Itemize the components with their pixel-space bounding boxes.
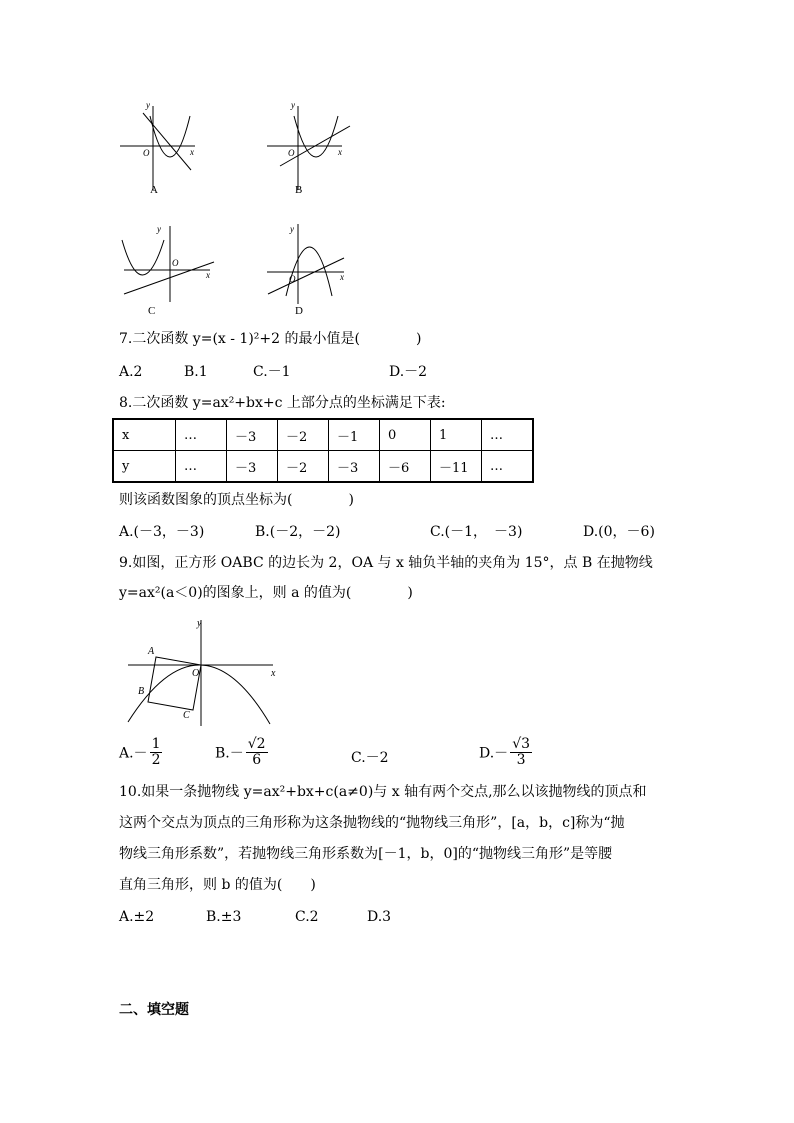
table-cell: －2 bbox=[278, 451, 329, 483]
q7-stem: 7.二次函数 y=(x - 1)²+2 的最小值是( ) bbox=[119, 331, 422, 347]
q8-option-c: C.(－1， －3) bbox=[430, 524, 523, 540]
axis-x-label: x bbox=[206, 270, 210, 280]
q8-stem: 8.二次函数 y=ax²+bx+c 上部分点的坐标满足下表: bbox=[119, 395, 446, 411]
q8-value-table bbox=[112, 418, 534, 483]
axis-x-label: x bbox=[338, 147, 342, 157]
table-row bbox=[113, 419, 533, 451]
axis-y-label: y bbox=[197, 618, 202, 629]
option-label: B.－ bbox=[215, 745, 244, 762]
q10-option-b: B.±3 bbox=[206, 909, 242, 925]
figure-b-label: B bbox=[295, 184, 303, 196]
q7-option-d: D.－2 bbox=[389, 364, 428, 380]
q10-option-a: A.±2 bbox=[119, 909, 155, 925]
axis-y-label: y bbox=[157, 224, 161, 234]
option-label: D.－ bbox=[479, 745, 509, 762]
table-cell: －6 bbox=[380, 451, 431, 483]
origin-label: O bbox=[143, 148, 150, 158]
table-cell: … bbox=[482, 451, 534, 483]
fraction-numerator: √3 bbox=[512, 736, 531, 752]
origin-label: O bbox=[288, 148, 295, 158]
table-cell: x bbox=[113, 419, 176, 451]
figure-b bbox=[262, 98, 357, 198]
figure-a-label: A bbox=[150, 184, 158, 196]
q9-stem-line1: 9.如图，正方形 OABC 的边长为 2，OA 与 x 轴负半轴的夹角为 15°，点 B 在抛物线 bbox=[119, 555, 653, 571]
q10-line2: 这两个交点为顶点的三角形称为这条抛物线的“抛物线三角形”，[a，b，c]称为“抛 bbox=[119, 815, 625, 831]
q9-option-a bbox=[119, 737, 162, 768]
figure-c-label: C bbox=[148, 305, 156, 317]
q7-option-b: B.1 bbox=[184, 364, 208, 380]
figure-d-label: D bbox=[295, 305, 303, 317]
q7-option-a: A.2 bbox=[119, 364, 143, 380]
q9-option-d bbox=[479, 737, 532, 768]
q8-followup: 则该函数图象的顶点坐标为( ) bbox=[119, 492, 354, 508]
axis-x-label: x bbox=[190, 147, 194, 157]
q9-option-c: C.－2 bbox=[351, 750, 389, 766]
q10-line4: 直角三角形，则 b 的值为( ) bbox=[119, 877, 316, 893]
axis-y-label: y bbox=[146, 100, 150, 110]
q7-option-c: C.－1 bbox=[253, 364, 291, 380]
origin-label: O bbox=[172, 258, 179, 268]
q9-stem-line2: y=ax²(a＜0)的图象上，则 a 的值为( ) bbox=[119, 585, 413, 601]
option-label: A.－ bbox=[119, 745, 148, 762]
table-cell: －3 bbox=[227, 419, 278, 451]
figure-d bbox=[262, 222, 357, 322]
q10-line1: 10.如果一条抛物线 y=ax²+bx+c(a≠0)与 x 轴有两个交点,那么以该抛物线的顶点和 bbox=[119, 784, 647, 800]
table-row bbox=[113, 451, 533, 483]
point-a-label: A bbox=[148, 646, 155, 657]
axis-x-label: x bbox=[271, 668, 276, 679]
figure-c bbox=[112, 222, 222, 322]
fraction-numerator: 1 bbox=[151, 736, 161, 752]
table-cell: －3 bbox=[329, 451, 380, 483]
q8-option-a: A.(－3，－3) bbox=[119, 524, 205, 540]
q10-option-c: C.2 bbox=[295, 909, 319, 925]
table-cell: … bbox=[482, 419, 534, 451]
table-cell: 1 bbox=[431, 419, 482, 451]
axis-x-label: x bbox=[340, 272, 344, 282]
figure-a bbox=[115, 98, 200, 198]
table-cell: … bbox=[176, 419, 227, 451]
q10-option-d: D.3 bbox=[367, 909, 392, 925]
table-cell: 0 bbox=[380, 419, 431, 451]
table-cell: －3 bbox=[227, 451, 278, 483]
table-cell: y bbox=[113, 451, 176, 483]
table-cell: －1 bbox=[329, 419, 380, 451]
fraction-denominator: 2 bbox=[151, 752, 161, 768]
q8-option-d: D.(0，－6) bbox=[583, 524, 655, 540]
axis-y-label: y bbox=[290, 224, 294, 234]
axis-y-label: y bbox=[291, 100, 295, 110]
table-cell: －2 bbox=[278, 419, 329, 451]
fraction-denominator: 3 bbox=[516, 752, 526, 768]
q10-line3: 物线三角形系数”，若抛物线三角形系数为[－1，b，0]的“抛物线三角形”是等腰 bbox=[119, 846, 613, 862]
table-cell: －11 bbox=[431, 451, 482, 483]
origin-label: O bbox=[192, 668, 200, 679]
q9-option-b bbox=[215, 737, 268, 768]
fraction-denominator: 6 bbox=[252, 752, 262, 768]
point-c-label: C bbox=[183, 710, 190, 721]
section-heading: 二、填空题 bbox=[119, 1002, 189, 1018]
origin-label: O bbox=[289, 274, 296, 284]
q8-option-b: B.(－2，－2) bbox=[255, 524, 341, 540]
q9-figure bbox=[118, 614, 288, 730]
table-cell: … bbox=[176, 451, 227, 483]
point-b-label: B bbox=[138, 686, 145, 697]
fraction-numerator: √2 bbox=[247, 736, 266, 752]
